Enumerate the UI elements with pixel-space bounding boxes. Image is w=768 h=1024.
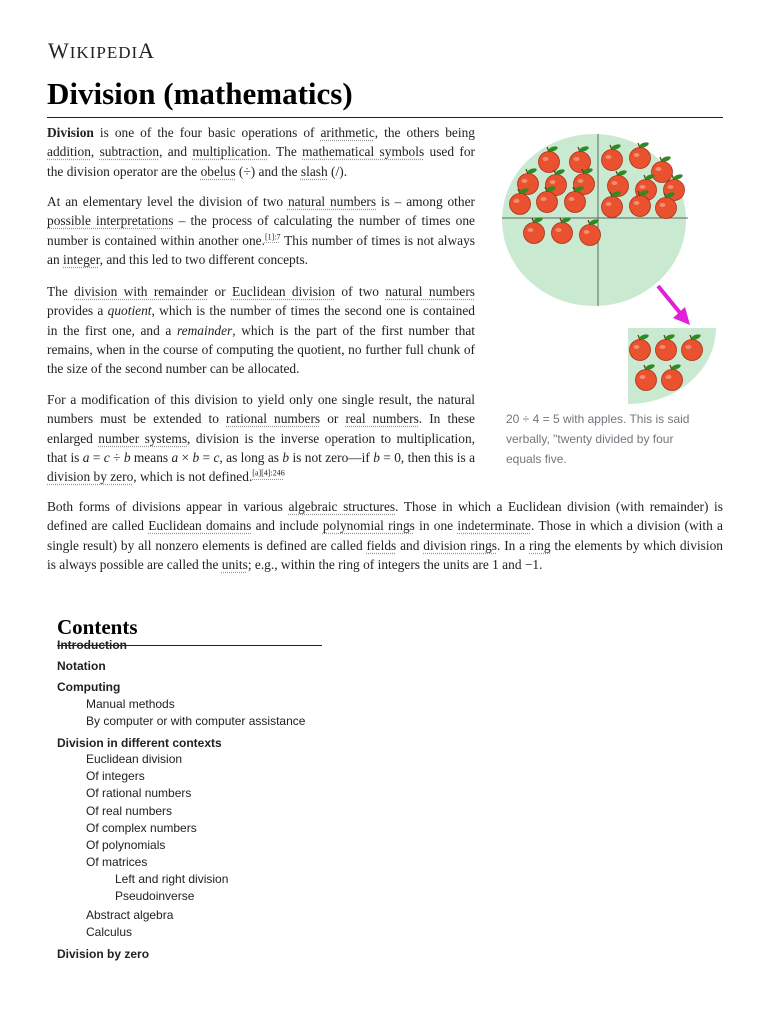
link-units[interactable]: units bbox=[221, 556, 248, 572]
link-integer[interactable]: integer bbox=[63, 251, 100, 267]
apples-division-figure[interactable] bbox=[500, 132, 720, 404]
reference-a-4[interactable]: [a][4]:246 bbox=[252, 468, 285, 478]
reference-1[interactable]: [1]:7 bbox=[264, 232, 281, 242]
link-euclidean-division[interactable]: Euclidean division bbox=[231, 284, 336, 299]
toc-item[interactable]: Division in different contexts bbox=[57, 736, 222, 750]
figure-caption: 20 ÷ 4 = 5 with apples. This is said verbally, "twenty divided by four equals five. bbox=[506, 412, 690, 466]
toc-item[interactable]: By computer or with computer assistance bbox=[86, 714, 306, 728]
link-natural-numbers[interactable]: natural numbers bbox=[287, 194, 377, 209]
toc-item[interactable]: Of rational numbers bbox=[86, 786, 192, 800]
intro-paragraph-2: At an elementary level the division of two natural numbers is – among other possible interpretations – the process of calculating the number of times one number is contained within another one.$^{[1]:7}$ This number of times is not always an integer, and this led to two different concepts. bbox=[47, 194, 476, 267]
toc-item[interactable]: Of real numbers bbox=[86, 804, 173, 818]
toc-item[interactable]: Left and right division bbox=[115, 872, 229, 886]
link-algebraic-structures[interactable]: algebraic structures bbox=[288, 499, 396, 514]
link-number-systems[interactable]: number systems bbox=[98, 430, 188, 446]
intro-paragraph-4: For a modification of this division to yield only one single result, the natural numbers must be extended to rational numbers or real numbers. In these enlarged number systems, division is the inverse operation to multiplication, that is a = c ÷ b means a × b = c, as long as b is not zero—if b = 0, then this is a division by zero, which is not defined.$^{[a][4]:246}$ bbox=[47, 392, 476, 485]
wordmark-initial: W bbox=[48, 38, 70, 63]
toc-item[interactable]: Pseudoinverse bbox=[115, 889, 195, 903]
toc-item[interactable]: Euclidean division bbox=[86, 752, 183, 766]
toc-item[interactable]: Manual methods bbox=[86, 697, 175, 711]
intro-paragraph-5: Both forms of divisions appear in various algebraic structures. Those in which a Euclidean division (with remainder) is defined are called Euclidean domains and include polynomial rings in one indeterminate. Those in which a division (with a single result) by all nonzero elements is defined are called fields and division rings. In a ring the elements by which division is always possible are called the units; e.g., within the ring of integers the units are 1 and −1. bbox=[47, 499, 723, 572]
link-arithmetic[interactable]: arithmetic bbox=[320, 125, 375, 140]
term-remainder: remainder bbox=[176, 322, 233, 338]
link-real-numbers[interactable]: real numbers bbox=[345, 411, 419, 427]
toc-item[interactable]: Computing bbox=[57, 680, 121, 694]
link-division-with-remainder[interactable]: division with remainder bbox=[74, 284, 209, 299]
toc-item[interactable]: Calculus bbox=[86, 925, 133, 939]
toc-item[interactable]: Notation bbox=[57, 659, 106, 673]
page-title: Division (mathematics) bbox=[47, 76, 353, 111]
intro-paragraph-1: Division is one of the four basic operations of arithmetic, the others being addition, subtraction, and multiplication. The mathematical symbols used for the division operator are the obelus (÷) and the slash (/). bbox=[47, 125, 475, 179]
link-addition[interactable]: addition bbox=[47, 144, 91, 160]
link-division-by-zero[interactable]: division by zero bbox=[47, 469, 134, 485]
link-slash[interactable]: slash bbox=[300, 163, 328, 179]
toc-item[interactable]: Of complex numbers bbox=[86, 821, 197, 835]
link-natural-numbers-2[interactable]: natural numbers bbox=[385, 284, 475, 299]
link-mathematical-symbols[interactable]: mathematical symbols bbox=[302, 144, 425, 160]
bold-term-division: Division bbox=[47, 125, 94, 140]
toc-item[interactable]: Abstract algebra bbox=[86, 908, 174, 922]
wordmark-rest: IKIPEDI bbox=[69, 43, 139, 62]
link-indeterminate[interactable]: indeterminate bbox=[457, 518, 531, 534]
toc-item[interactable]: Division by zero bbox=[57, 947, 150, 961]
toc-item[interactable]: Of polynomials bbox=[86, 838, 166, 852]
toc-item[interactable]: Of integers bbox=[86, 769, 145, 783]
arrow-icon bbox=[658, 286, 681, 314]
link-polynomial-rings[interactable]: polynomial rings bbox=[322, 518, 415, 534]
link-obelus[interactable]: obelus bbox=[200, 163, 236, 179]
toc-title: Contents bbox=[57, 615, 138, 639]
link-multiplication[interactable]: multiplication bbox=[192, 144, 268, 160]
link-possible-interpretations[interactable]: possible interpretations bbox=[47, 213, 174, 229]
table-of-contents bbox=[57, 615, 337, 961]
link-rational-numbers[interactable]: rational numbers bbox=[226, 411, 321, 427]
term-quotient: quotient bbox=[107, 303, 152, 319]
link-fields[interactable]: fields bbox=[366, 537, 397, 553]
link-euclidean-domains[interactable]: Euclidean domains bbox=[148, 518, 252, 534]
toc-item[interactable]: Introduction bbox=[57, 638, 127, 652]
link-ring[interactable]: ring bbox=[529, 537, 551, 553]
intro-paragraph-3: The division with remainder or Euclidean division of two natural numbers provides a quotient, which is the number of times the second one is contained in the first one, and a remainder, which is the part of the first number that remains, when in the course of computing the quotient, no further full chunk of the size of the second number can be allocated. bbox=[47, 284, 475, 377]
link-division-rings[interactable]: division rings bbox=[423, 537, 498, 553]
link-subtraction[interactable]: subtraction bbox=[99, 144, 160, 160]
toc-item[interactable]: Of matrices bbox=[86, 855, 148, 869]
wordmark-final: A bbox=[138, 38, 156, 63]
wikipedia-wordmark[interactable] bbox=[48, 38, 155, 64]
title-divider bbox=[47, 117, 723, 118]
